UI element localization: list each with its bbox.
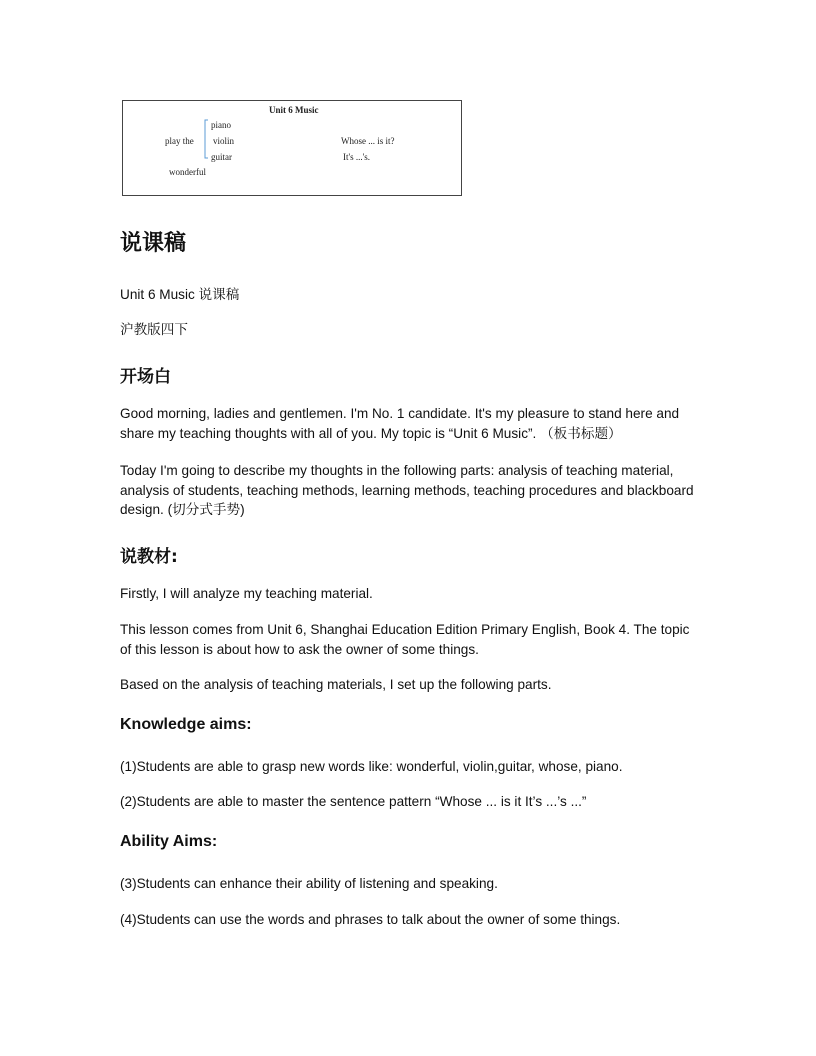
blackboard-word-guitar: guitar bbox=[211, 152, 232, 162]
opening-paragraph-2: Today I'm going to describe my thoughts in the following parts: analysis of teaching material, analysis of students, teaching methods, learning methods, teaching procedures and blackboard design. (切分式手势) bbox=[120, 463, 694, 517]
brace-icon bbox=[200, 118, 210, 162]
blackboard-word-violin: violin bbox=[213, 136, 235, 146]
blackboard-design-box bbox=[122, 100, 462, 196]
blackboard-play-the: play the bbox=[165, 136, 194, 146]
lesson-subtitle: Unit 6 Music 说课稿 bbox=[120, 287, 240, 302]
edition-text: 沪教版四下 bbox=[120, 322, 188, 337]
ability-aim-3: (3)Students can enhance their ability of listening and speaking. bbox=[120, 876, 498, 891]
ability-aim-4: (4)Students can use the words and phrases to talk about the owner of some things. bbox=[120, 912, 621, 927]
opening-paragraph-1: Good morning, ladies and gentlemen. I'm No. 1 candidate. It's my pleasure to stand here and share my teaching thoughts with all of you. My topic is “Unit 6 Music”. （板书标题） bbox=[120, 406, 680, 441]
knowledge-aim-2: (2)Students are able to master the sentence pattern “Whose ... is it It’s ...’s ...” bbox=[120, 794, 587, 809]
material-paragraph-1: Firstly, I will analyze my teaching material. bbox=[120, 586, 373, 601]
blackboard-wonderful: wonderful bbox=[169, 167, 206, 177]
material-paragraph-3: Based on the analysis of teaching materials, I set up the following parts. bbox=[120, 677, 552, 692]
page-title: 说课稿 bbox=[120, 231, 187, 256]
opening-heading: 开场白 bbox=[120, 367, 171, 387]
knowledge-aims-heading: Knowledge aims: bbox=[120, 716, 252, 733]
material-paragraph-2: This lesson comes from Unit 6, Shanghai Education Edition Primary English, Book 4. The topic of this lesson is about how to ask the owner of some things. bbox=[120, 622, 690, 657]
blackboard-title: Unit 6 Music bbox=[269, 105, 319, 115]
blackboard-answer: It's ...'s. bbox=[343, 152, 370, 162]
knowledge-aim-1: (1)Students are able to grasp new words like: wonderful, violin,guitar, whose, piano. bbox=[120, 759, 623, 774]
material-heading: 说教材: bbox=[120, 547, 178, 567]
blackboard-word-piano: piano bbox=[211, 120, 231, 130]
ability-aims-heading: Ability Aims: bbox=[120, 833, 218, 850]
blackboard-question: Whose ... is it? bbox=[341, 136, 395, 146]
